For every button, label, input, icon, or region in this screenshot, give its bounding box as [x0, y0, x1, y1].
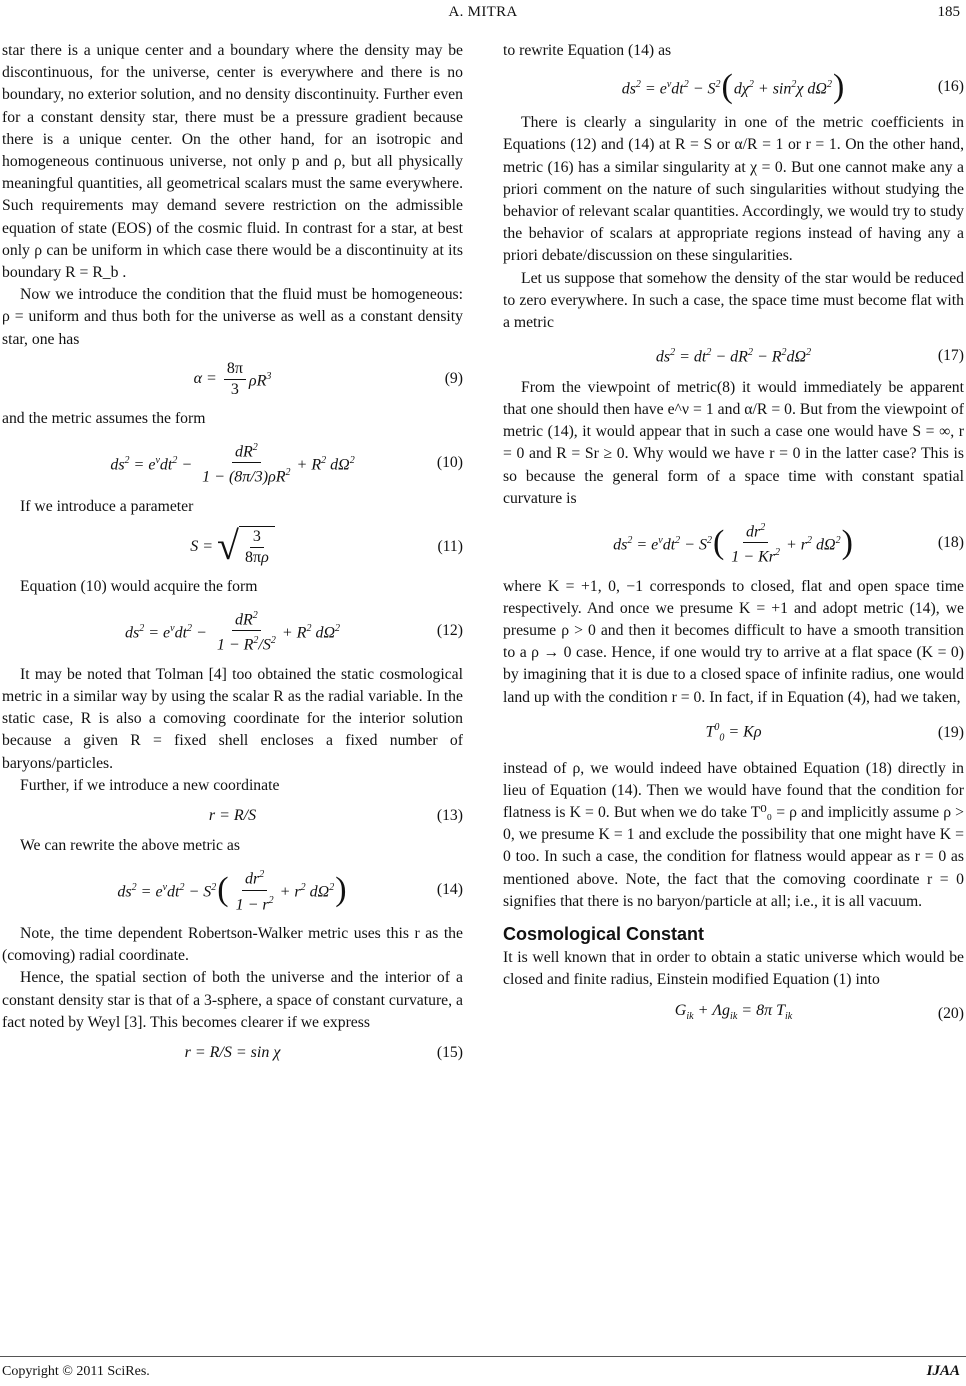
equation-20: $G_{ik} + \Lambda g_{ik} = 8\pi$ $T_{ik}$ (20)	[503, 1000, 964, 1028]
paragraph: There is clearly a singularity in one of the metric coefficients in Equations (12) and (14) at R = S or α/R = 1 or r = 1. On the other hand, metric (16) has a similar singularity at χ = 0. But one cannot make any a priori comment on the nature of such singularities without studying the behavior of relevant scalar quantities. Accordingly, we would try to study the behavior of scalars at appropriate regions instead of having any a priori debate/discussion on these singularities.	[503, 114, 964, 265]
equation-17: $ds^2 = dt^2 - dR^2 - R^2d\Omega^2$ (17)	[655, 346, 964, 366]
equation-19: $T^0_0 = K\rho$ (19)	[705, 721, 964, 744]
paragraph: It may be noted that Tolman [4] too obtained the static cosmological metric in a similar way by using the scalar R as the radial variable. In the static case, R is also a comoving coordinate for the interior solution because a given R = fixed shell encloses a fixed number of baryons/particles.	[2, 665, 463, 772]
paragraph: Further, if we introduce a new coordinate	[20, 776, 280, 794]
equation-number: (11)	[437, 537, 463, 555]
equation-13: r = R/S (13)	[2, 805, 463, 827]
copyright: Copyright © 2011 SciRes.	[2, 1364, 150, 1379]
equation-number: (20)	[937, 1004, 964, 1022]
equation-9: α = $\frac{8\pi}{3}$ $\rho R^3$ (9)	[193, 359, 463, 398]
page-header	[0, 4, 966, 24]
right-column	[503, 40, 964, 1036]
equation-12: $ds^2 = e^\nu dt^2$ − $\frac{dR^2}{1 - R^2/S^2}$ + $R^2$ $d\Omega^2$ (12)	[2, 606, 463, 656]
paragraph: From the viewpoint of metric(8) it would immediately be apparent that one should then have e^ν = 1 and α/R = 0. But from the viewpoint of metric (14), it would appear that in such a case one would have S = ∞, r = 0 and R = Sr ≥ 0. Why would we have r = 0 in the latter case? This is so because the general form of a space time with constant spatial curvature is	[503, 378, 964, 507]
equation-10: $ds^2 = e^\nu dt^2$ − $\frac{dR^2}{1 - (8\pi/3)\rho R^2}$ + $R^2$ $d\Omega^2$ (10)	[2, 438, 463, 488]
paragraph: instead of ρ, we would indeed have obtained Equation (18) directly in lieu of Equation (14). Then we would have found that the condition for flatness is K = 0. But when we do take T⁰₀ = ρ and implicitly assume ρ > 0, we presume K = 1 and exclude the possibility that one might have K = 0 too. In such a case, the condition for flatness would appear as r = 0 as mentioned above. Note, the fact that the comoving coordinate r = 0 signifies that there is no baryon/particle at all; i.e., it is all vacuum.	[503, 759, 964, 910]
equation-15: r = R/S = sin χ (15)	[2, 1042, 463, 1064]
paragraph: Note, the time dependent Robertson-Walker metric uses this r as the (comoving) radial coordinate.	[2, 925, 463, 965]
equation-number: (14)	[436, 881, 463, 899]
page-footer	[0, 1356, 966, 1381]
paragraph: and the metric assumes the form	[2, 409, 206, 427]
equation-number: (17)	[937, 346, 964, 364]
left-column	[2, 40, 463, 1072]
paragraph: We can rewrite the above metric as	[20, 837, 240, 855]
equation-number: (16)	[937, 78, 964, 96]
paragraph: Equation (10) would acquire the form	[20, 577, 258, 595]
journal-abbrev: IJAA	[926, 1363, 960, 1379]
running-title: A. MITRA	[448, 4, 518, 20]
equation-number: (19)	[937, 724, 964, 742]
paragraph: It is well known that in order to obtain a static universe which would be closed and finite radius, Einstein modified Equation (1) into	[503, 949, 964, 989]
equation-number: (13)	[436, 806, 463, 824]
paragraph: Let us suppose that somehow the density of the star would be reduced to zero everywhere. In such a case, the space time must become flat with a metric	[503, 269, 964, 332]
section-title: Cosmological Constant	[503, 924, 705, 944]
equation-number: (10)	[436, 453, 463, 471]
equation-18: $ds^2 = e^\nu dt^2 - S^2$ ( $\frac{dr^2}{1 - Kr^2}$ + $r^2$ $d\Omega^2$ ) (18)	[503, 518, 964, 568]
equation-14: $ds^2 = e^\nu dt^2 - S^2$ ( $\frac{dr^2}{1 - r^2}$ + $r^2$ $d\Omega^2$ ) (14)	[2, 865, 463, 915]
paragraph: Hence, the spatial section of both the universe and the interior of a constant density star is that of a 3-sphere, a space of constant curvature, a fact noted by Weyl [3]. This becomes clearer if we express	[2, 969, 463, 1031]
paragraph: If we introduce a parameter	[20, 497, 194, 515]
equation-16: $ds^2 = e^\nu dt^2 - S^2$ ( $d\chi^2 + \sin^2\chi$ $d\Omega^2$ ) (16)	[621, 68, 964, 106]
equation-number: (18)	[937, 533, 964, 551]
equation-number: (15)	[436, 1044, 463, 1062]
equation-number: (9)	[444, 370, 463, 388]
equation-11: S = √ $\frac{3}{8\pi\rho}$ (11)	[190, 522, 463, 568]
paragraph: to rewrite Equation (14) as	[503, 42, 672, 59]
paragraph: star there is a unique center and a boundary where the density may be discontinuous, for the universe, center is everywhere and there is no boundary, no exterior solution, and no density discontinuity. Further even for a constant density star, there must be a pressure gradient because there is a unique center. On the other hand, for an isotropic and homogeneous continuous universe, not only p and ρ, but all physically meaningful quantities, all geometrical scalars must the same everywhere. Such requirements may demand severe restriction on the admissible equation of state (EOS) of the cosmic fluid. In contrast for a star, at best only ρ can be uniform in which case there would be a discontinuity at its boundary R = R_b .	[2, 42, 463, 282]
paragraph: Now we introduce the condition that the fluid must be homogeneous: ρ = uniform and thus both for the universe as well as a constant density star, one has	[2, 286, 463, 348]
page-number: 185	[937, 4, 960, 20]
paragraph: where K = +1, 0, −1 corresponds to closed, flat and open space time respectively. And once we presume K = +1 and adopt metric (14), we presume ρ > 0 and then it becomes difficult to have a smooth transition to a ρ → 0 case. Hence, if one would try to arrive at a flat space (K = 0) by imagining that it is due to a closed space of infinite radius, one would land up with the condition r = 0. In fact, if in Equation (4), had we taken,	[503, 577, 964, 706]
equation-number: (12)	[436, 621, 463, 639]
